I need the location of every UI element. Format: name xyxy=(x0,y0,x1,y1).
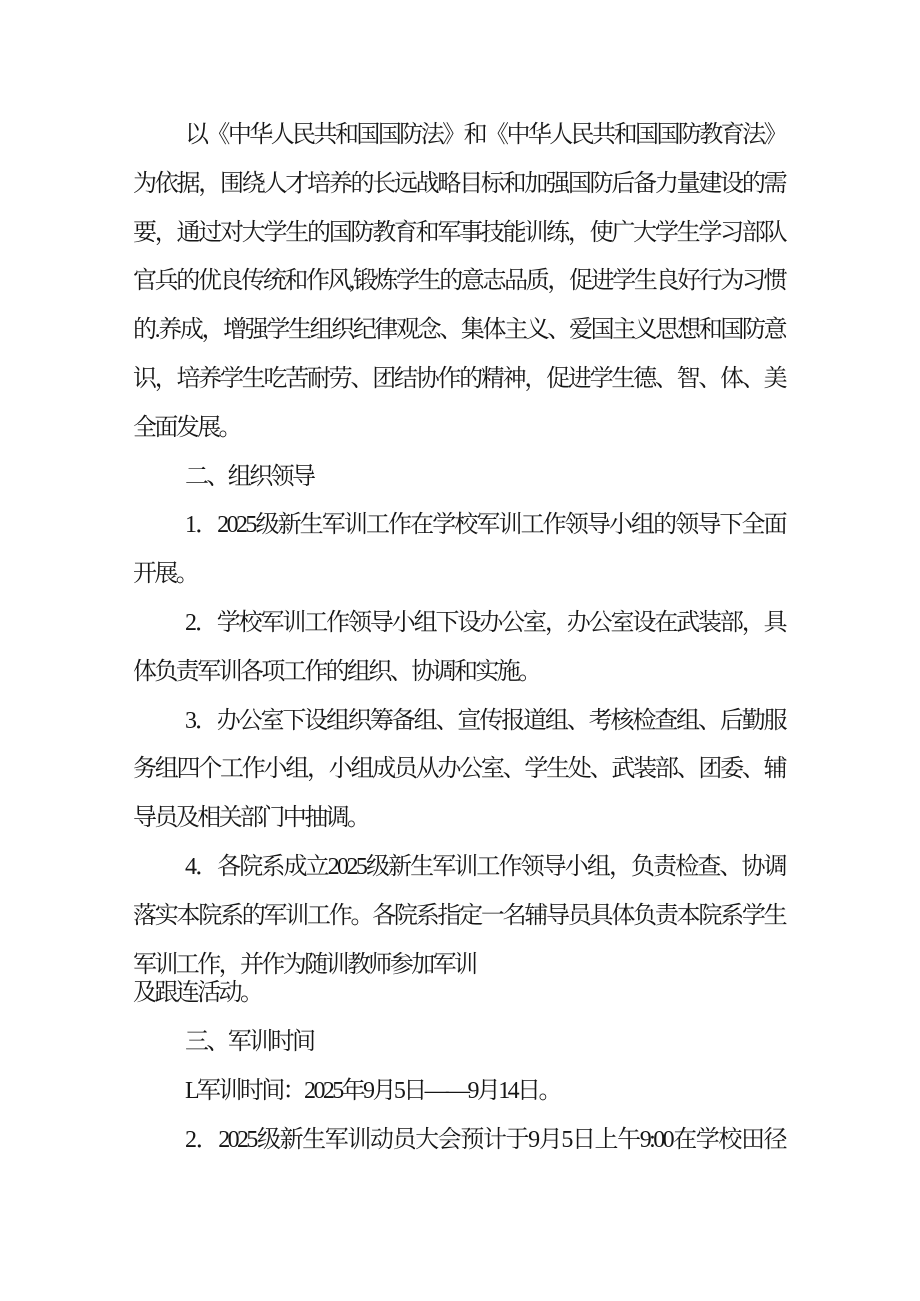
text-line: 要，通过对大学生的国防教育和军事技能训练，使广大学生学习部队 xyxy=(133,219,785,246)
document-text-block xyxy=(133,111,785,1165)
text-line: 二、组织领导 xyxy=(185,463,314,490)
text-line: 军训工作，并作为随训教师参加军训 xyxy=(133,951,476,978)
text-line: 3．办公室下设组织筹备组、宣传报道组、考核检查组、后勤服 xyxy=(185,707,785,734)
text-line: 全面发展。 xyxy=(133,414,240,441)
text-line: 的.养成，增强学生组织纪律观念、集体主义、爱国主义思想和国防意 xyxy=(133,317,785,344)
text-line: 及跟连活动。 xyxy=(133,980,262,1007)
text-line: 识，培养学生吃苦耐劳、团结协作的精神，促进学生德、智、体、美 xyxy=(133,365,785,392)
text-line: 官兵的优良传统和作风,锻炼学生的意志品质，促进学生良好行为习惯 xyxy=(133,268,785,295)
text-line: 2．2025级新生军训动员大会预计于9月5日上午9:00在学校田径 xyxy=(185,1126,785,1153)
text-line: 以《中华人民共和国国防法》和《中华人民共和国国防教育法》 xyxy=(185,122,785,148)
text-line: 落实本院系的军训工作。各院系指定一名辅导员具体负责本院系学生 xyxy=(133,902,785,929)
text-line: 务组四个工作小组，小组成员从办公室、学生处、武装部、团委、辅 xyxy=(133,756,785,783)
text-line: 开展。 xyxy=(133,561,198,588)
text-line: 三、军训时间 xyxy=(185,1029,314,1056)
text-line: 体负责军训各项工作的组织、协调和实施。 xyxy=(133,658,540,685)
text-line: 1．2025级新生军训工作在学校军训工作领导小组的领导下全面 xyxy=(185,512,785,539)
text-line: 导员及相关部门中抽调。 xyxy=(133,805,369,832)
text-line: L军训时间：2025年9月5日——9月14日。 xyxy=(185,1077,560,1104)
text-line: 2．学校军训工作领导小组下设办公室，办公室设在武装部，具 xyxy=(185,609,785,636)
text-line: 4．各院系成立2025级新生军训工作领导小组，负责检查、协调 xyxy=(185,853,785,880)
text-line: 为依据，围绕人才培养的长远战略目标和加强国防后备力量建设的需 xyxy=(133,170,785,197)
